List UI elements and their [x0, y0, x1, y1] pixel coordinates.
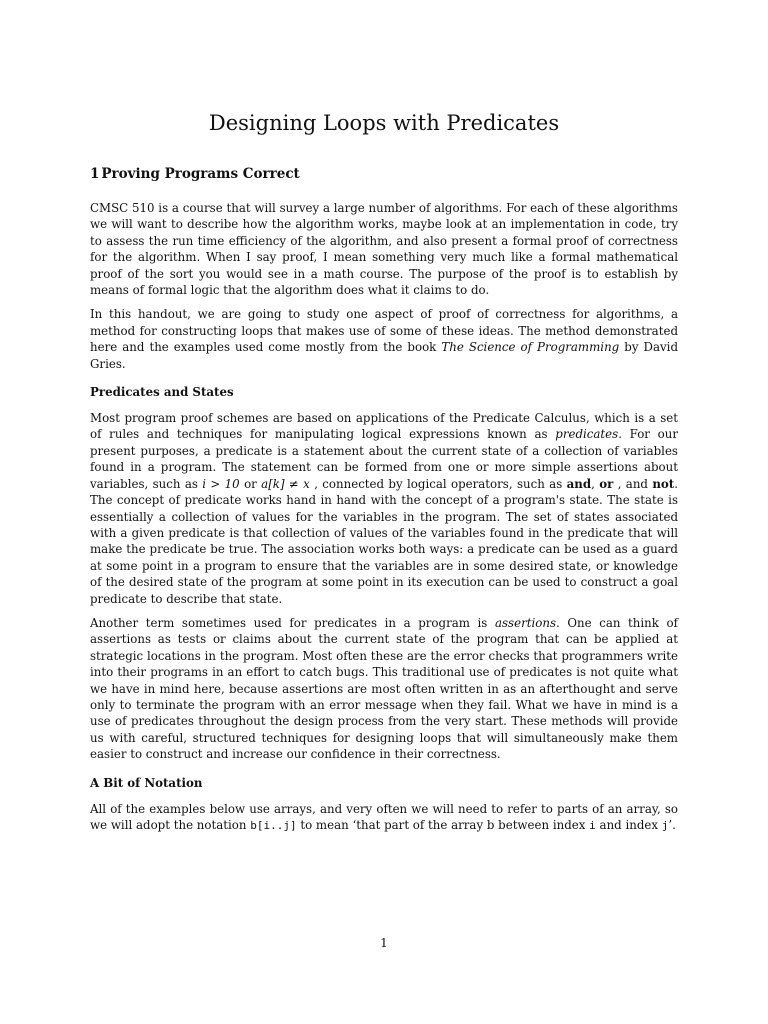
paragraph-notation: All of the examples below use arrays, and very often we will need to refer to parts of an array, so we will adopt the notation b[i..j] to mean ‘that part of the array b between index i and index j’. [90, 801, 678, 832]
math-example-1: i > 10 [202, 476, 240, 491]
subheading-predicates-states: Predicates and States [90, 385, 234, 400]
code-array-slice: b[i..j] [250, 819, 297, 832]
section-title: Proving Programs Correct [101, 166, 300, 182]
operator-and: and [566, 476, 592, 491]
operator-not: not [652, 476, 675, 491]
term-predicates: predicates [555, 427, 619, 442]
page-number: 1 [380, 936, 388, 950]
subheading-notation: A Bit of Notation [90, 775, 203, 790]
operator-or: or [599, 476, 614, 491]
document-body [90, 165, 678, 842]
term-assertions: assertions [494, 615, 556, 630]
section-number: 1 [90, 166, 100, 182]
code-index-i: i [589, 819, 596, 832]
book-title: The Science of Programming [441, 340, 620, 355]
paragraph-handout: In this handout, we are going to study one aspect of proof of correctness for algorithms, a method for constructing loops that makes use of some of these ideas. The method demonstrated here and the examples used come mostly from the book The Science of Programming by David Gries. [90, 307, 679, 371]
document-title: Designing Loops with Predicates [208, 111, 560, 135]
math-example-2: a[k] ≠ x [261, 476, 310, 491]
paragraph-cmsc: CMSC 510 is a course that will survey a large number of algorithms. For each of these algorithms we will want to describe how the algorithm works, maybe look at an implementation in code, try to assess the run time efficiency of the algorithm, and also present a formal proof of correctness for the algorithm. When I say proof, I mean something very much like a formal mathematical proof of the sort you would see in a math course. The purpose of the proof is to establish by means of formal logic that the algorithm does what it claims to do. [90, 201, 678, 298]
code-index-j: j [661, 819, 669, 832]
paragraph-assertions: Another term sometimes used for predicates in a program is assertions. One can think of assertions as tests or claims about the current state of the program that can be applied at strategic locations in the program. Most often these are the error checks that programmers write into their programs in an effort to catch bugs. This traditional use of predicates is not quite what we have in mind here, because assertions are most often written in as an afterthought and serve only to terminate the program with an error message when they fail. What we have in mind is a use of predicates throughout the design process from the very start. These methods will provide us with careful, structured techniques for designing loops that will simultaneously make them easier to construct and increase our confidence in their correctness. [90, 615, 678, 762]
section-heading-proving [90, 165, 678, 183]
paragraph-predicates: Most program proof schemes are based on applications of the Predicate Calculus, which is a set of rules and techniques for manipulating logical expressions known as predicates. For our present purposes, a predicate is a statement about the current state of a collection of variables found in a program. The statement can be formed from one or more simple assertions about variables, such as i > 10 or a[k] ≠ x , connected by logical operators, such as and, or , and not. The concept of predicate works hand in hand with the concept of a program's state. The state is essentially a collection of values for the variables in the program. The set of states associated with a given predicate is that collection of values of the variables found in the predicate that will make the predicate be true. The association works both ways: a predicate can be used as a guard at some point in a program to ensure that the variables are in some desired state, or knowledge of the desired state of the program at some point in its execution can be used to construct a goal predicate to describe that state. [90, 411, 679, 606]
